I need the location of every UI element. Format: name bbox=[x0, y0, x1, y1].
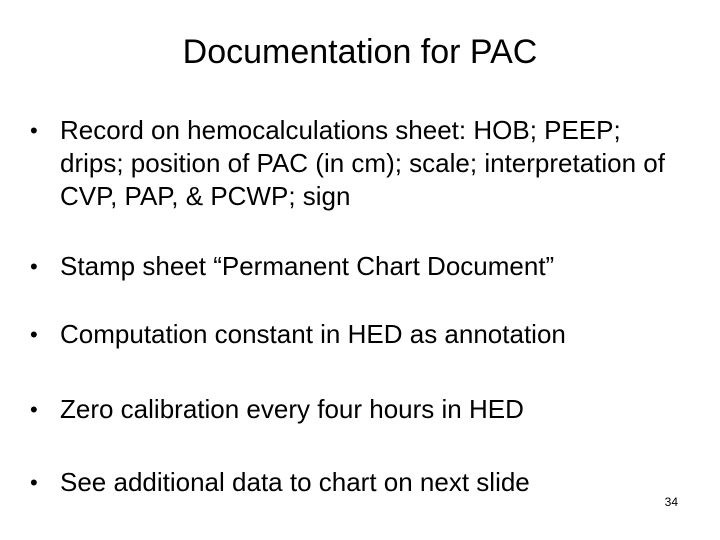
bullet-item bbox=[30, 393, 690, 426]
bullet-item bbox=[30, 114, 690, 213]
bullet-marker: • bbox=[30, 118, 38, 143]
page-number: 34 bbox=[664, 495, 678, 509]
bullet-marker: • bbox=[30, 397, 38, 422]
bullet-text: Record on hemocalculations sheet: HOB; PEEP; drips; position of PAC (in cm); scale; interpretation of CVP, PAP, & PCWP; sign bbox=[60, 115, 665, 211]
slide-title: Documentation for PAC bbox=[182, 33, 538, 71]
bullet-marker: • bbox=[30, 470, 38, 495]
bullet-text: Zero calibration every four hours in HED bbox=[60, 394, 524, 424]
bullet-item bbox=[30, 250, 690, 283]
bullet-text: Computation constant in HED as annotation bbox=[60, 319, 566, 349]
bullet-marker: • bbox=[30, 254, 38, 279]
bullet-item bbox=[30, 318, 690, 351]
bullet-text: Stamp sheet “Permanent Chart Document” bbox=[60, 251, 555, 281]
bullet-text: See additional data to chart on next slide bbox=[60, 467, 530, 497]
bullet-item bbox=[30, 466, 690, 499]
bullet-marker: • bbox=[30, 322, 38, 347]
